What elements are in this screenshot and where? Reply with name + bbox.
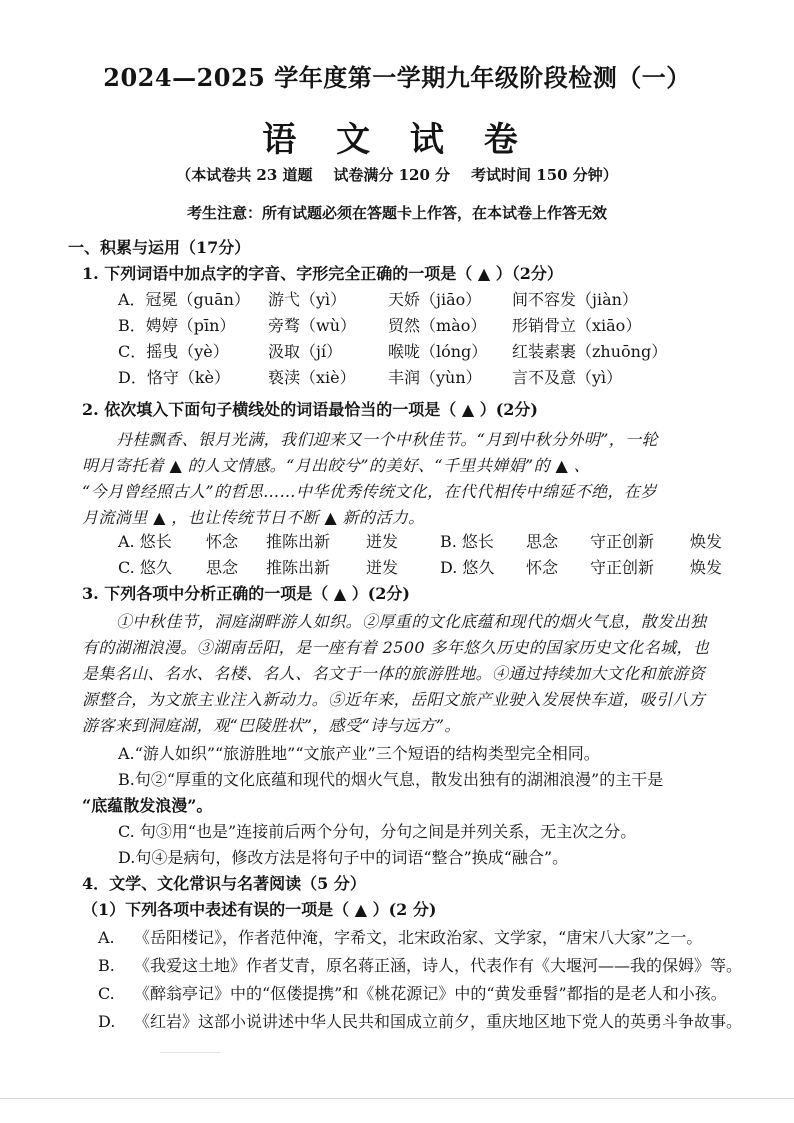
q2-option-d-3: 守正创新: [590, 558, 655, 577]
question-4-sub1: （1）下列各项中表述有误的一项是（ ▲ ）(2 分): [82, 900, 437, 919]
section-heading: 一、积累与运用（17分）: [68, 238, 251, 257]
q3-option-b-cont: “底蕴散发浪漫”。: [82, 796, 213, 815]
q2-option-c: C. 悠久: [118, 558, 172, 577]
q2-passage-line: “今月曾经照古人”的哲思……中华优秀传统文化，在代代相传中绵延不绝，在岁: [82, 482, 657, 501]
q2-option-b-3: 守正创新: [590, 532, 655, 551]
scan-smudge: [160, 1038, 220, 1053]
q3-passage-line: 游客来到洞庭湖，观“巴陵胜状”，感受“诗与远方”。: [82, 716, 461, 735]
question-1-stem: 1. 下列词语中加点字的字音、字形完全正确的一项是（ ▲ ）（2分）: [82, 264, 563, 283]
q3-passage-line: 源整合，为文旅主业注入新动力。⑤近年来，岳阳文旅产业驶入发展快车道，吸引八方: [82, 690, 706, 709]
q2-option-a-2: 怀念: [206, 532, 239, 551]
q1-a-1: A．冠冕（guān）: [118, 290, 250, 309]
q2-option-a-3: 推陈出新: [266, 532, 331, 551]
q1-a-4: 间不容发（jiàn）: [512, 290, 638, 309]
q1-c-4: 红装素裹（zhuōng）: [512, 342, 668, 361]
q1-c-1: C．摇曳（yè）: [118, 342, 229, 361]
question-2-stem: 2. 依次填入下面句子横线处的词语最恰当的一项是（ ▲ ）(2分): [82, 400, 538, 419]
q3-passage-line: 是集名山、名水、名楼、名人、名文于一体的旅游胜地。④通过持续加大文化和旅游资: [82, 664, 706, 683]
q2-option-d-4: 焕发: [690, 558, 723, 577]
q4-option-b: 《我爱这土地》作者艾青，原名蒋正涵，诗人，代表作有《大堰河——我的保姆》等。: [134, 956, 743, 975]
q4-option-a: 《岳阳楼记》，作者范仲淹，字希文，北宋政治家、文学家，“唐宋八大家”之一。: [134, 928, 703, 947]
q2-option-d: D. 悠久: [440, 558, 495, 577]
q4-option-letter: C.: [98, 984, 115, 1003]
q4-option-letter: A.: [98, 928, 115, 947]
scan-edge-line: [0, 1098, 794, 1099]
q3-option-a: A.“游人如织”“旅游胜地”“文旅产业”三个短语的结构类型完全相同。: [118, 744, 600, 763]
q3-option-b: B.句②“厚重的文化底蕴和现代的烟火气息，散发出独有的湖湘浪漫”的主干是: [118, 770, 664, 789]
q1-c-3: 喉咙（lóng）: [388, 342, 488, 361]
q1-b-4: 形销骨立（xiāo）: [512, 316, 642, 335]
q2-passage-line: 丹桂飘香、银月光满，我们迎来又一个中秋佳节。“月到中秋分外明”，一轮: [116, 430, 658, 449]
q2-passage-line: 明月寄托着 ▲ 的人文情感。“月出皎兮”的美好、“千里共婵娟”的 ▲ 、: [82, 456, 591, 475]
q4-option-c: 《醉翁亭记》中的“伛偻提携”和《桃花源记》中的“黄发垂髫”都指的是老人和小孩。: [134, 984, 727, 1003]
q3-passage-line: 有的湖湘浪漫。③湖南岳阳，是一座有着 2500 多年悠久历史的国家历史文化名城，也: [82, 638, 710, 657]
question-4-stem: 4．文学、文化常识与名著阅读（5 分）: [82, 874, 366, 893]
q2-option-c-3: 推陈出新: [266, 558, 331, 577]
q2-option-d-2: 怀念: [526, 558, 559, 577]
q2-passage-line: 月流淌里 ▲ ，也让传统节日不断 ▲ 新的活力。: [82, 508, 425, 527]
q2-option-a: A. 悠长: [118, 532, 172, 551]
q2-option-b: B. 悠长: [440, 532, 494, 551]
q1-c-2: 汲取（jí）: [268, 342, 343, 361]
subject-title: 语 文 试 卷: [262, 120, 532, 160]
q2-option-b-2: 思念: [526, 532, 559, 551]
q3-passage-line: ①中秋佳节，洞庭湖畔游人如织。②厚重的文化底蕴和现代的烟火气息，散发出独: [116, 612, 707, 631]
q1-b-2: 旁骛（wù）: [268, 316, 357, 335]
q2-option-b-4: 焕发: [690, 532, 723, 551]
q2-option-c-2: 思念: [206, 558, 239, 577]
candidate-notice: 考生注意：所有试题必须在答题卡上作答，在本试卷上作答无效: [186, 204, 607, 222]
q1-a-3: 天娇（jiāo）: [388, 290, 482, 309]
q3-option-c: C. 句③用“也是”连接前后两个分句，分句之间是并列关系，无主次之分。: [118, 822, 637, 841]
q1-b-1: B．娉婷（pīn）: [118, 316, 236, 335]
q1-d-4: 言不及意（yì）: [512, 368, 623, 387]
q2-option-a-4: 迸发: [366, 532, 399, 551]
q1-a-2: 游弋（yì）: [268, 290, 347, 309]
exam-info: （本试卷共 23 道题 试卷满分 120 分 考试时间 150 分钟）: [176, 166, 618, 184]
q4-option-letter: B.: [98, 956, 115, 975]
q1-d-2: 亵渎（xiè）: [268, 368, 356, 387]
q1-d-3: 丰润（yùn）: [388, 368, 482, 387]
q3-option-d: D.句④是病句，修改方法是将句子中的词语“整合”换成“融合”。: [118, 848, 569, 867]
exam-title: 2024—2025 学年度第一学期九年级阶段检测（一）: [103, 63, 691, 92]
q4-option-d: 《红岩》这部小说讲述中华人民共和国成立前夕，重庆地区地下党人的英勇斗争故事。: [134, 1012, 743, 1031]
q4-option-letter: D.: [98, 1012, 116, 1031]
q1-b-3: 贸然（mào）: [388, 316, 487, 335]
q2-option-c-4: 迸发: [366, 558, 399, 577]
q1-d-1: D．恪守（kè）: [118, 368, 230, 387]
question-3-stem: 3. 下列各项中分析正确的一项是（ ▲ ）(2分): [82, 584, 410, 603]
